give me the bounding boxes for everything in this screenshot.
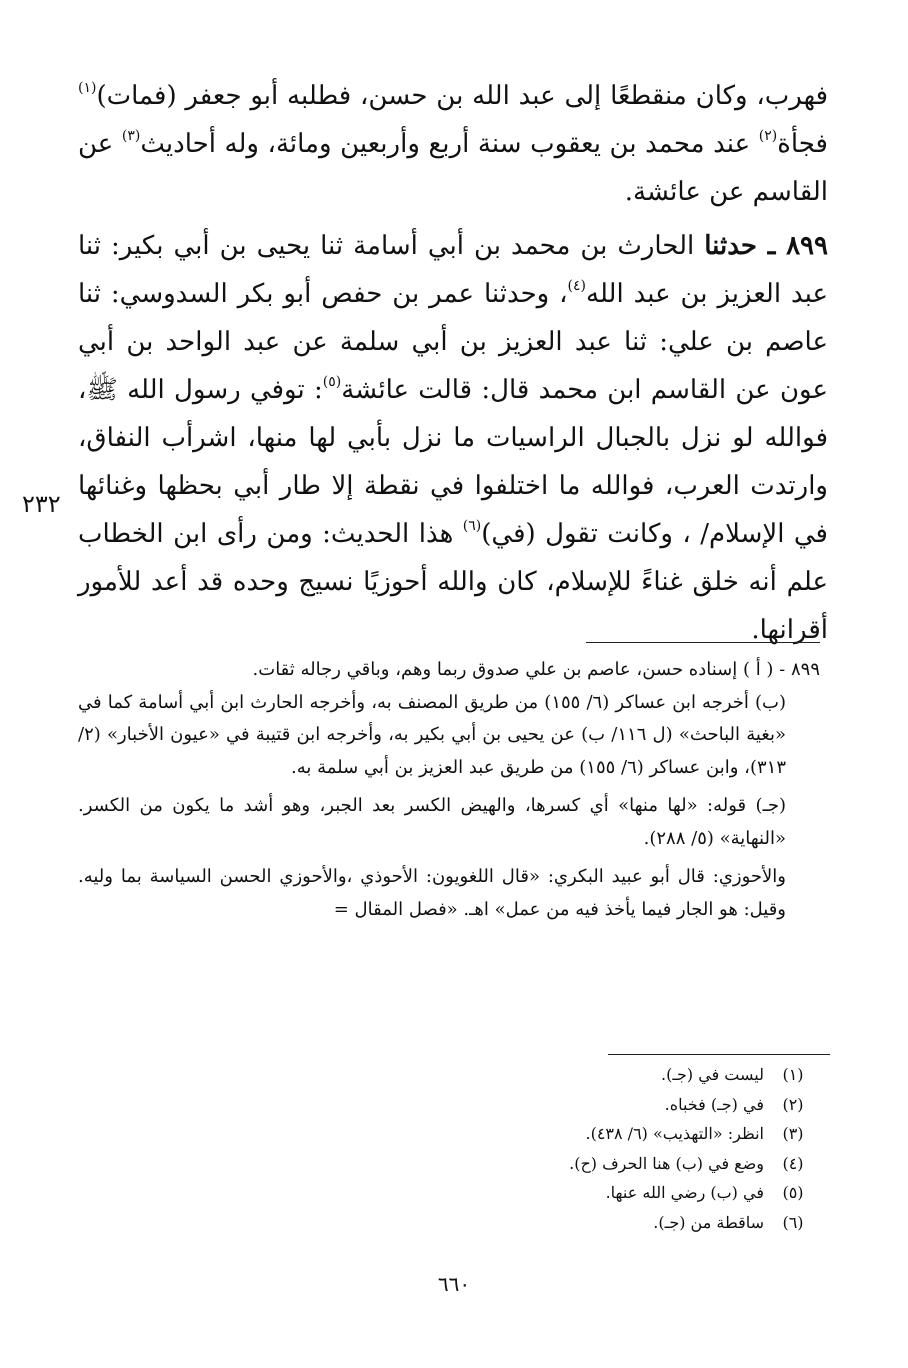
manuscript-page-marker: ٢٣٢: [22, 490, 61, 518]
footnote-separator: [608, 1054, 830, 1055]
footnote-ref-6[interactable]: (٦): [462, 518, 482, 534]
footnote-item: [300, 1060, 822, 1090]
footnote-number: (٦): [782, 1212, 804, 1232]
footnote-text: في (ب) رضي الله عنها.: [605, 1183, 764, 1202]
footnote-number: (٥): [782, 1183, 804, 1202]
commentary-separator: [586, 642, 820, 643]
footnote-item: [300, 1208, 822, 1238]
footnote-text: انظر: «التهذيب» (٦/ ٤٣٨).: [585, 1124, 764, 1143]
page-number: ٦٦٠: [437, 1272, 471, 1296]
footnote-text: في (جـ) فخباه.: [664, 1094, 764, 1114]
commentary-c: (جـ) قوله: «لها منها» أي كسرها، والهيض الكسر بعد الجبر، وهو أشد ما يكون من الكسر. «النهاية» (٥/ ٢٨٨).: [78, 795, 786, 849]
footnote-number: (١): [782, 1065, 804, 1084]
footnotes: [300, 1060, 822, 1237]
footnote-ref-2[interactable]: (٢): [758, 128, 778, 144]
commentary-b: (ب) أخرجه ابن عساكر (٦/ ١٥٥) من طريق المصنف به، وأخرجه الحارث ابن أبي أسامة كما في «بغية الباحث» (ل ١١٦/ ب) عن يحيى بن أبي بكير به، وأخرجه ابن قتيبة في «عيون الأخبار» (٢/ ٣١٣)، وابن عساكر (٦/ ١٥٥) من طريق عبد العزيز بن أبي سلمة به.: [78, 691, 786, 778]
footnote-number: (٢): [782, 1094, 804, 1114]
footnote-ref-4[interactable]: (٤): [567, 278, 586, 294]
main-text: [78, 72, 828, 654]
hadith-899: ٨٩٩ ـ حدثنا الحارث بن محمد بن أبي أسامة ثنا يحيى بن أبي بكير: ثنا عبد العزيز بن عبد الله$^{(٤)}$، وحدثنا عمر بن حفص أبو بكر السدوسي: ثنا عاصم بن علي: ثنا عبد العزيز بن أبي سلمة عن عبد الواحد بن أبي عون عن القاسم ابن محمد قال: قالت عائشة$^{(٥)}$: توفي رسول الله ﷺ، فوالله لو نزل بالجبال الراسيات ما نزل بأبي لها منها، اشرأب النفاق، وارتدت العرب، فوالله ما اختلفوا في نقطة إلا طار أبي بحظها وغنائها في الإسلام/ ، وكانت تقول (في)$^{(٦)}$ هذا الحديث: ومن رأى ابن الخطاب علم أنه خلق غناءً للإسلام، كان والله أحوزيًا نسيج وحده قد أعد للأمور أقرانها.: [78, 231, 828, 645]
footnote-text: وضع في (ب) هنا الحرف (ح).: [569, 1153, 764, 1173]
commentary-a: ٨٩٩ - ( أ ) إسناده حسن، عاصم بن علي صدوق ربما وهم، وباقي رجاله ثقات.: [252, 659, 820, 680]
footnote-number: (٣): [782, 1124, 804, 1143]
footnote-text: ليست في (جـ).: [661, 1065, 764, 1084]
hadith-number: ٨٩٩ ـ حدثنا: [704, 231, 828, 261]
footnote-ref-3[interactable]: (٣): [121, 128, 141, 144]
commentary-section: [78, 654, 820, 926]
footnote-ref-5[interactable]: (٥): [322, 374, 342, 390]
paragraph-continuation: فهرب، وكان منقطعًا إلى عبد الله بن حسن، فطلبه أبو جعفر (فمات)$^{(١)}$ فجأة$^{(٢)}$ عند محمد بن يعقوب سنة أربع وأربعين ومائة، وله أحاديث$^{(٣)}$ عن القاسم عن عائشة.: [78, 80, 828, 207]
footnote-number: (٤): [782, 1153, 804, 1173]
commentary-d: والأحوزي: قال أبو عبيد البكري: «قال اللغويون: الأحوذي ،والأحوزي الحسن السياسة بما وليه. وقيل: هو الجار فيما يأخذ فيه من عمل» اهـ. «فصل المقال =: [78, 866, 786, 920]
footnote-item: [300, 1149, 822, 1179]
footnote-item: [300, 1119, 822, 1149]
footnote-ref-1[interactable]: (١): [78, 80, 97, 96]
footnote-text: ساقطة من (جـ).: [653, 1212, 764, 1232]
footnote-item: [300, 1090, 822, 1120]
footnote-item: [300, 1178, 822, 1208]
